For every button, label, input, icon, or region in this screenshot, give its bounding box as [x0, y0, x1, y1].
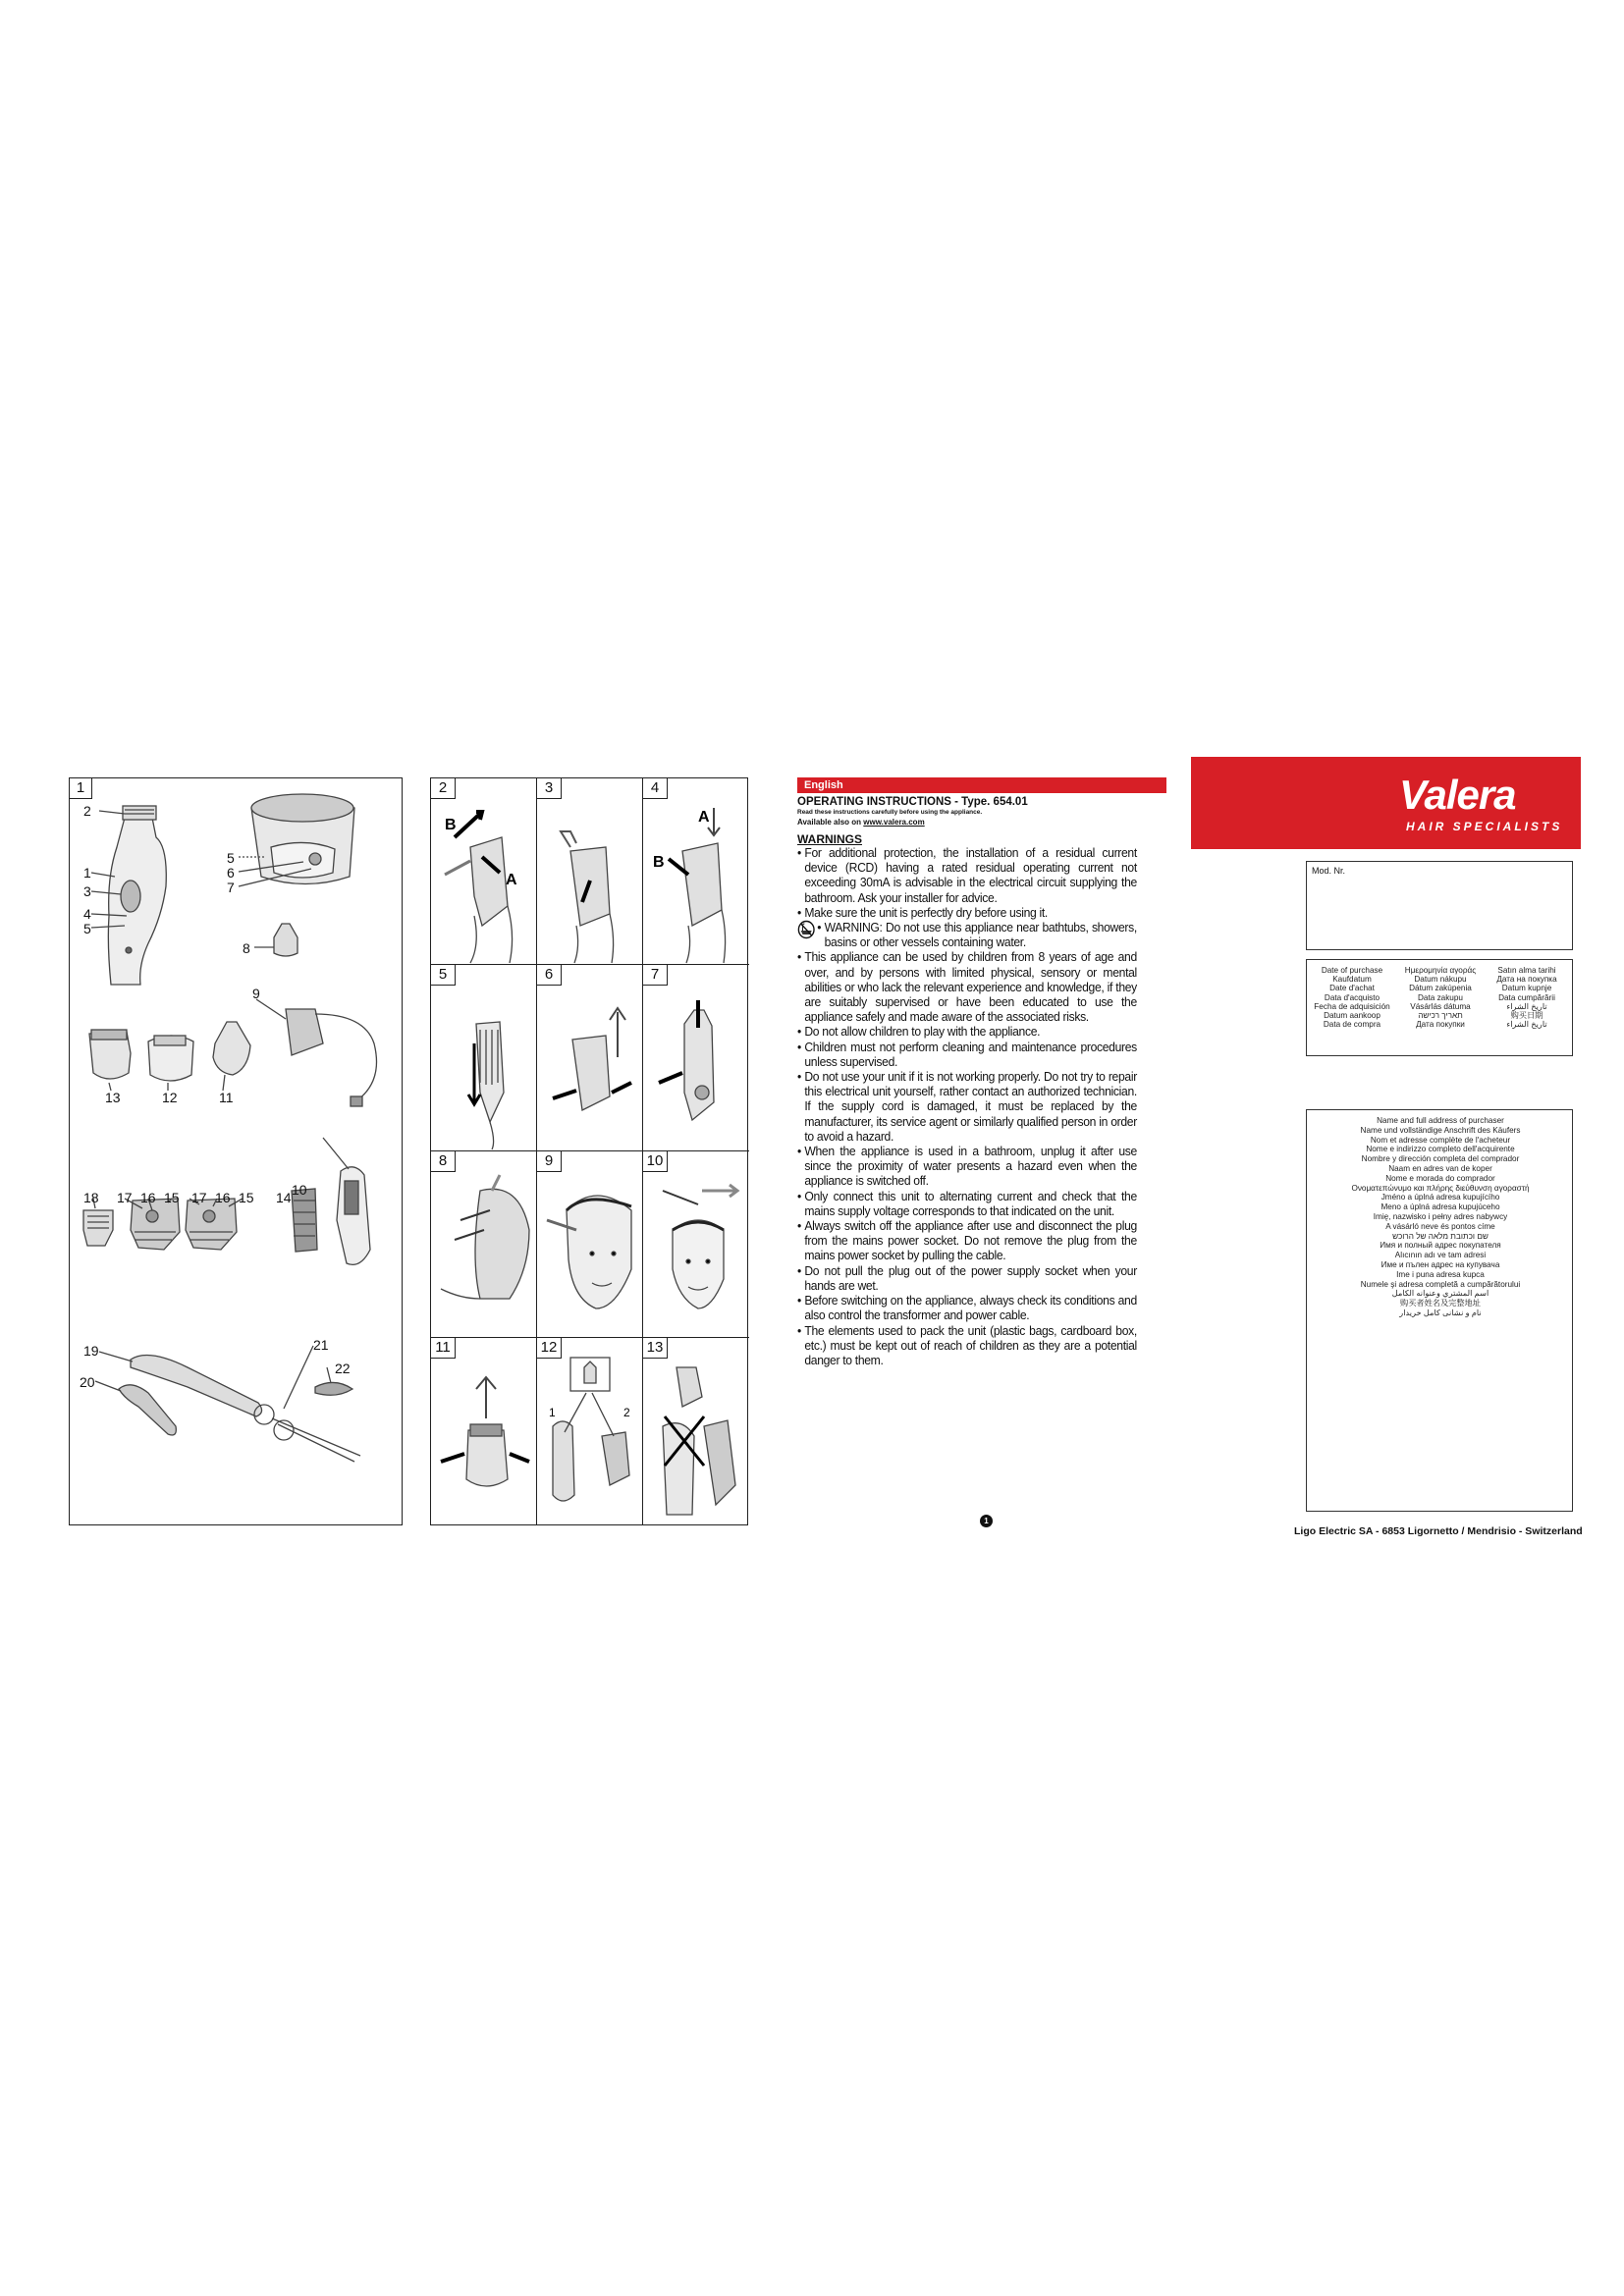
brand-banner	[1191, 757, 1581, 849]
step-number: 10	[643, 1151, 668, 1172]
date-label: Data cumpărării	[1498, 992, 1555, 1002]
page-marker: 1	[980, 1515, 993, 1527]
purchaser-label: Name and full address of purchaser	[1377, 1116, 1504, 1125]
purchaser-label: Numele şi adresa completă a cumpărătorului	[1360, 1279, 1521, 1289]
step-number: 9	[537, 1151, 562, 1172]
callout-16b: 16	[215, 1190, 231, 1205]
callout-17b: 17	[191, 1190, 207, 1205]
warnings-heading: WARNINGS	[797, 832, 862, 846]
callout-7: 7	[227, 880, 235, 895]
brand-logo: Valera	[1399, 772, 1516, 818]
callout-1: 1	[83, 865, 91, 881]
date-label: Дата на покупка	[1496, 975, 1557, 985]
purchaser-label: Imię, nazwisko i pełny adres nabywcy	[1373, 1211, 1508, 1221]
purchaser-label: Имя и полный адрес покупателя	[1380, 1241, 1501, 1251]
date-label: Vásárlás dátuma	[1410, 1001, 1471, 1011]
date-label: Data zakupu	[1418, 992, 1463, 1002]
english-instructions-panel	[797, 777, 1166, 1533]
date-label: تاريخ الشراء	[1506, 1001, 1547, 1011]
purchaser-label: שם וכתובת מלאה של הרוכש	[1392, 1231, 1489, 1241]
website-link[interactable]: www.valera.com	[863, 818, 925, 827]
callout-21: 21	[313, 1337, 329, 1353]
date-label: Дата покупки	[1416, 1020, 1465, 1030]
step-number: 7	[643, 965, 668, 986]
callout-2: 2	[83, 803, 91, 819]
callout-8: 8	[243, 940, 250, 956]
manufacturer-address: Ligo Electric SA - 6853 Ligornetto / Mendrisio - Switzerland	[1294, 1525, 1583, 1537]
step-number: 11	[431, 1338, 456, 1359]
purchaser-labels	[1307, 1116, 1574, 1318]
callout-13: 13	[105, 1090, 121, 1105]
step-cell-7	[643, 965, 749, 1151]
step-9-illustration	[537, 1151, 643, 1338]
warning-item: • Do not allow children to play with the appliance.	[797, 1024, 1137, 1039]
step-2-letter-a: A	[506, 872, 517, 888]
purchaser-label: Nom et adresse complète de l'acheteur	[1370, 1135, 1511, 1145]
callout-3: 3	[83, 883, 91, 899]
step-number: 13	[643, 1338, 668, 1359]
date-labels-col-2	[1397, 966, 1484, 1029]
step-cell-10	[643, 1151, 749, 1338]
step-10-illustration	[643, 1151, 749, 1338]
no-bathtub-icon	[797, 920, 815, 939]
callout-15b: 15	[239, 1190, 254, 1205]
warning-item: • Do not use your unit if it is not working properly. Do not try to repair this electrical unit yourself, rather contact an authorized technician. If the supply cord is damaged, it must be replaced by the manufacturer, its service agent or similarly qualified person in order to avoid a hazard.	[797, 1069, 1137, 1144]
language-header: English	[797, 777, 1166, 793]
availability-prefix: Available also on	[797, 818, 864, 827]
date-label: Datum aankoop	[1324, 1011, 1380, 1021]
steps-grid-panel	[430, 777, 748, 1525]
step-cell-2	[431, 778, 537, 965]
step-cell-4	[643, 778, 749, 965]
date-label: תאריך רכישה	[1418, 1011, 1463, 1021]
warning-item: • Only connect this unit to alternating current and check that the mains supply voltage corresponds to that indicated on the unit.	[797, 1189, 1137, 1218]
date-label: Dátum zakúpenia	[1409, 984, 1472, 993]
callout-11: 11	[219, 1090, 234, 1105]
step-4-letter-a: A	[698, 809, 710, 826]
date-label: تاريخ الشراء	[1506, 1020, 1547, 1030]
model-number-label: Mod. Nr.	[1312, 866, 1346, 876]
purchaser-label: Ονοματεπώνυμο και πλήρης διεύθυνση αγοραστή	[1351, 1183, 1530, 1193]
callout-18: 18	[83, 1190, 99, 1205]
step-8-illustration	[431, 1151, 537, 1338]
callout-19: 19	[83, 1343, 99, 1359]
purchaser-label: Име и пълен адрес на купувача	[1380, 1259, 1500, 1269]
step-12-illustration	[537, 1338, 643, 1524]
purchaser-label: Nome e morada do comprador	[1385, 1173, 1495, 1183]
step-cell-3	[537, 778, 643, 965]
purchaser-label: Ime i puna adresa kupca	[1396, 1269, 1485, 1279]
model-number-box	[1306, 861, 1573, 950]
step-3-illustration	[537, 778, 643, 965]
purchaser-label: Jméno a úplná adresa kupujícího	[1380, 1193, 1500, 1202]
date-label: 购买日期	[1510, 1011, 1543, 1021]
warning-item: • This appliance can be used by children from 8 years of age and over, and by persons with limited physical, sensory or mental abilities or who lack the relevant experience and knowledge, if they are suitably supervised or have been educated to use the appliance safely and made aware of the associated risks.	[797, 949, 1137, 1024]
instructions-title: OPERATING INSTRUCTIONS - Type. 654.01	[797, 796, 1028, 808]
step-number: 4	[643, 778, 668, 799]
warning-bath-text: WARNING: Do not use this appliance near bathtubs, showers, basins or other vessels containing water.	[824, 920, 1137, 950]
step-number: 3	[537, 778, 562, 799]
purchaser-label: A vásárló neve és pontos címe	[1385, 1221, 1495, 1231]
step-cell-12	[537, 1338, 643, 1524]
purchaser-label: Nome e indirizzo completo dell'acquirente	[1366, 1145, 1515, 1154]
instructions-subtitle: Read these instructions carefully before using the appliance.	[797, 809, 983, 816]
callout-16: 16	[140, 1190, 156, 1205]
purchaser-label: نام و نشانی کامل خریدار	[1399, 1308, 1482, 1317]
warning-item: • Make sure the unit is perfectly dry before using it.	[797, 905, 1137, 920]
purchaser-label: Nombre y dirección completa del comprador	[1361, 1154, 1520, 1164]
date-label: Date of purchase	[1321, 966, 1383, 975]
step-cell-9	[537, 1151, 643, 1338]
warning-item: • Children must not perform cleaning and maintenance procedures unless supervised.	[797, 1040, 1137, 1069]
callout-9: 9	[252, 986, 260, 1001]
callout-5b: 5	[227, 850, 235, 866]
callout-6: 6	[227, 865, 235, 881]
date-label: Datum nákupu	[1414, 975, 1467, 985]
date-label: Data d'acquisto	[1324, 992, 1380, 1002]
callout-14: 14	[276, 1190, 292, 1205]
warning-item: • Before switching on the appliance, always check its conditions and also control the transformer and power cable.	[797, 1293, 1137, 1322]
warnings-list	[797, 845, 1137, 1367]
figure-number: 1	[70, 778, 92, 799]
callout-10: 10	[292, 1182, 307, 1198]
purchaser-address-box	[1306, 1109, 1573, 1512]
purchaser-label: Name und vollständige Anschrift des Käufers	[1360, 1125, 1521, 1135]
step-12-label-1: 1	[549, 1406, 556, 1419]
callout-5: 5	[83, 921, 91, 936]
callout-4: 4	[83, 906, 91, 922]
date-label: Date d'achat	[1329, 984, 1375, 993]
date-label: Satın alma tarihi	[1497, 966, 1556, 975]
callout-22: 22	[335, 1361, 351, 1376]
step-number: 6	[537, 965, 562, 986]
purchaser-label: Alıcının adı ve tam adresi	[1394, 1251, 1487, 1260]
step-number: 2	[431, 778, 456, 799]
step-2-letter-b: B	[445, 817, 457, 833]
purchase-date-box	[1306, 959, 1573, 1056]
step-cell-13	[643, 1338, 749, 1524]
warning-item: • For additional protection, the installation of a residual current device (RCD) having a rated residual operating current not exceeding 30mA is advisable in the electrical circuit supplying the bathroom. Ask your installer for advice.	[797, 845, 1137, 905]
step-2-illustration	[431, 778, 537, 965]
date-label: Fecha de adquisición	[1314, 1001, 1390, 1011]
step-5-illustration	[431, 965, 537, 1151]
step-13-illustration	[643, 1338, 749, 1524]
date-labels-col-3	[1484, 966, 1570, 1029]
availability-line	[797, 818, 925, 827]
parts-illustration	[70, 778, 402, 1524]
warning-item-bath	[797, 920, 1137, 949]
step-4-letter-b: B	[653, 854, 665, 871]
step-cell-5	[431, 965, 537, 1151]
step-cell-11	[431, 1338, 537, 1524]
step-7-illustration	[643, 965, 749, 1151]
purchaser-label: 购买者姓名及完整地址	[1400, 1299, 1481, 1308]
step-cell-6	[537, 965, 643, 1151]
warning-item: • Always switch off the appliance after use and disconnect the plug from the mains power socket. Do not remove the plug from the mains power socket by pulling the cable.	[797, 1218, 1137, 1263]
step-number: 12	[537, 1338, 562, 1359]
callout-17: 17	[117, 1190, 133, 1205]
date-label: Kaufdatum	[1332, 975, 1372, 985]
warning-item: • When the appliance is used in a bathroom, unplug it after use since the proximity of water presents a hazard even when the appliance is switched off.	[797, 1144, 1137, 1189]
step-number: 5	[431, 965, 456, 986]
warning-item: • Do not pull the plug out of the power supply socket when your hands are wet.	[797, 1263, 1137, 1293]
step-number: 8	[431, 1151, 456, 1172]
purchaser-label: Meno a úplná adresa kupujúceho	[1380, 1202, 1500, 1212]
purchaser-label: اسم المشتري وعنوانه الكامل	[1391, 1289, 1489, 1299]
step-11-illustration	[431, 1338, 537, 1524]
purchaser-label: Naam en adres van de koper	[1388, 1163, 1492, 1173]
step-cell-8	[431, 1151, 537, 1338]
step-4-illustration	[643, 778, 749, 965]
brand-tagline: HAIR SPECIALISTS	[1406, 820, 1563, 833]
date-labels-col-1	[1309, 966, 1395, 1029]
parts-overview-panel	[69, 777, 403, 1525]
date-label: Data de compra	[1323, 1020, 1381, 1030]
callout-20: 20	[80, 1374, 95, 1390]
callout-15: 15	[164, 1190, 180, 1205]
callout-12: 12	[162, 1090, 178, 1105]
date-label: Datum kupnje	[1501, 984, 1552, 993]
step-12-label-2: 2	[623, 1406, 630, 1419]
step-6-illustration	[537, 965, 643, 1151]
warning-item: • The elements used to pack the unit (plastic bags, cardboard box, etc.) must be kept out of reach of children as they are a potential danger to them.	[797, 1323, 1137, 1368]
date-label: Ημερομηνία αγοράς	[1404, 966, 1477, 975]
